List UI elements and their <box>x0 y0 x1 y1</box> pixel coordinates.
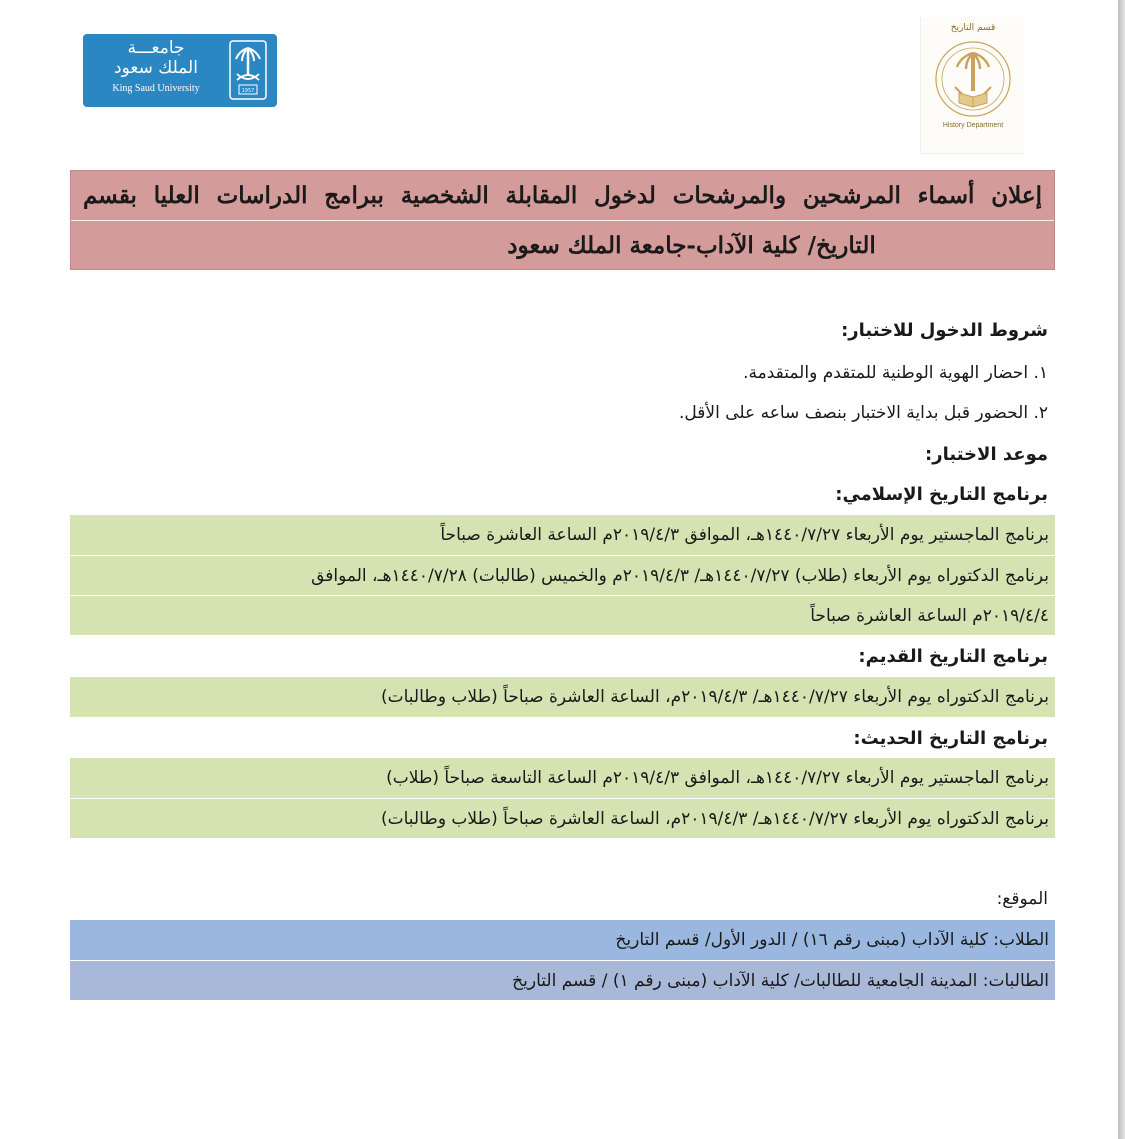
islamic-program-heading: برنامج التاريخ الإسلامي: <box>835 484 1048 505</box>
ksu-logo-arabic-line2: الملك سعود <box>114 58 198 78</box>
location-male-students: الطلاب: كلية الآداب (مبنى رقم ١٦) / الدور الأول/ قسم التاريخ <box>70 920 1055 960</box>
ancient-phd-schedule: برنامج الدكتوراه يوم الأربعاء ١٤٤٠/٧/٢٧هـ/ ٢٠١٩/٤/٣م، الساعة العاشرة صباحاً (طلاب وطالبات) <box>70 677 1055 717</box>
modern-phd-schedule: برنامج الدكتوراه يوم الأربعاء ١٤٤٠/٧/٢٧هـ/ ٢٠١٩/٤/٣م، الساعة العاشرة صباحاً (طلاب وطالبات) <box>70 798 1055 838</box>
announcement-title-banner <box>70 170 1055 270</box>
schedule-heading: موعد الاختبار: <box>925 444 1048 465</box>
history-emblem-icon <box>933 35 1013 121</box>
condition-item-2: ٢. الحضور قبل بداية الاختبار بنصف ساعه على الأقل. <box>679 403 1048 423</box>
ancient-program-heading: برنامج التاريخ القديم: <box>858 646 1048 667</box>
history-logo-english: History Department <box>942 122 1004 129</box>
history-logo-arabic: قسم التاريخ <box>950 23 996 33</box>
ksu-logo-year: 1957 <box>241 88 255 94</box>
title-line-2: التاريخ/ كلية الآداب-جامعة الملك سعود <box>71 220 1054 269</box>
location-heading: الموقع: <box>996 889 1048 909</box>
islamic-phd-schedule-line1: برنامج الدكتوراه يوم الأربعاء (طلاب) ١٤٤٠/٧/٢٧هـ/ ٢٠١٩/٤/٣م والخميس (طالبات) ١٤٤٠/٧/٢٨هـ، الموافق <box>70 555 1055 595</box>
modern-masters-schedule: برنامج الماجستير يوم الأربعاء ١٤٤٠/٧/٢٧هـ، الموافق ٢٠١٩/٤/٣م الساعة التاسعة صباحاً (طلاب) <box>70 758 1055 798</box>
ksu-logo-arabic-line1: جامعـــة <box>127 38 185 58</box>
title-line-1: إعلان أسماء المرشحين والمرشحات لدخول المقابلة الشخصية ببرامج الدراسات العليا بقسم <box>83 182 1042 209</box>
king-saud-university-logo <box>83 34 277 107</box>
modern-program-heading: برنامج التاريخ الحديث: <box>853 728 1048 749</box>
ksu-logo-english: King Saud University <box>112 83 200 94</box>
palm-swords-emblem-icon <box>229 40 267 100</box>
history-department-logo <box>920 17 1025 154</box>
islamic-phd-schedule-line2: ٢٠١٩/٤/٤م الساعة العاشرة صباحاً <box>70 595 1055 635</box>
condition-item-1: ١. احضار الهوية الوطنية للمتقدم والمتقدمة. <box>743 363 1048 383</box>
conditions-heading: شروط الدخول للاختبار: <box>841 320 1048 341</box>
page-edge-shadow <box>1118 0 1125 1139</box>
location-female-students: الطالبات: المدينة الجامعية للطالبات/ كلية الآداب (مبنى رقم ١) / قسم التاريخ <box>70 960 1055 1000</box>
islamic-masters-schedule: برنامج الماجستير يوم الأربعاء ١٤٤٠/٧/٢٧هـ، الموافق ٢٠١٩/٤/٣م الساعة العاشرة صباحاً <box>70 515 1055 555</box>
